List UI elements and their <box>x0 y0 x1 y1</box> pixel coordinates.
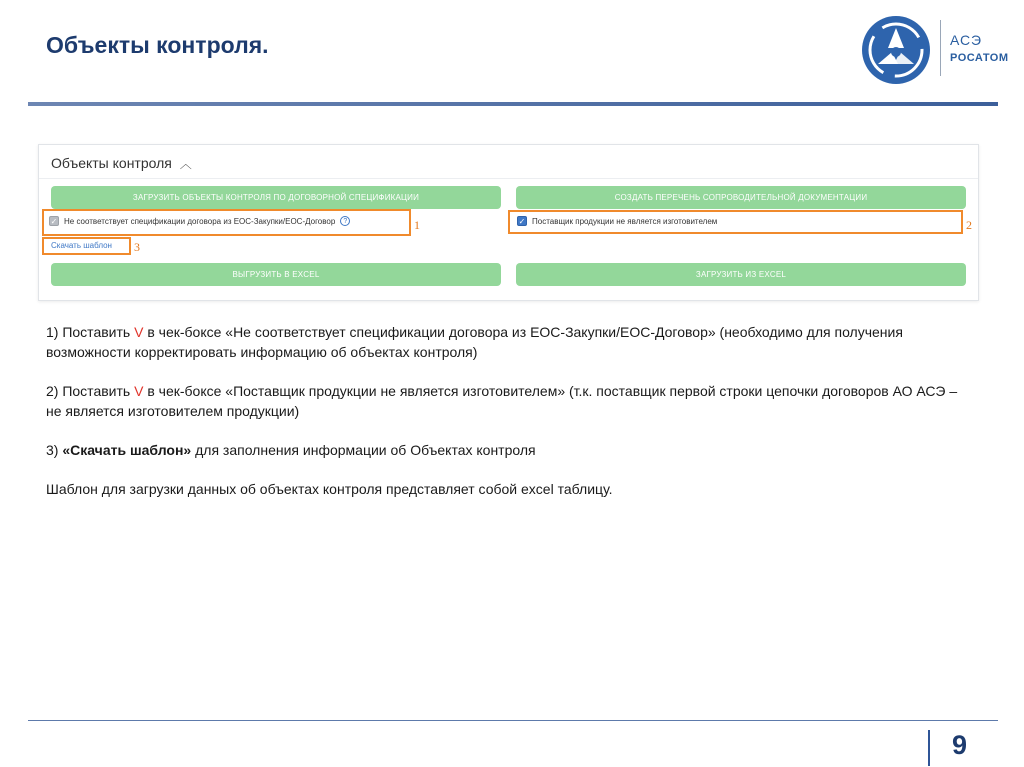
header-rule <box>28 102 998 106</box>
slide-title: Объекты контроля. <box>46 32 269 58</box>
rosatom-logo <box>860 14 1020 86</box>
highlight-box-3 <box>42 237 131 255</box>
import-excel-button[interactable]: ЗАГРУЗИТЬ ИЗ EXCEL <box>516 263 966 286</box>
upload-spec-button[interactable]: ЗАГРУЗИТЬ ОБЪЕКТЫ КОНТРОЛЯ ПО ДОГОВОРНОЙ СПЕЦИФИКАЦИИ <box>51 186 501 209</box>
instruction-1 <box>46 322 976 362</box>
info-icon[interactable]: ? <box>340 216 350 226</box>
chevron-up-icon[interactable]: ︿ <box>179 157 192 171</box>
panel-header-label: Объекты контроля <box>51 155 172 171</box>
instruction-3-prefix: 3) <box>46 442 63 458</box>
instructions <box>46 322 976 518</box>
instruction-3 <box>46 440 976 460</box>
instruction-1-text: в чек-боксе «Не соответствует спецификации договора из ЕОС-Закупки/ЕОС-Договор» (необходимо для получения возможности корректировать информацию об объектах контроля) <box>46 324 903 360</box>
footer-rule <box>28 720 998 721</box>
spec-mismatch-checkbox[interactable]: ✓ <box>50 216 58 226</box>
instruction-3-bold: «Скачать шаблон» <box>62 442 192 458</box>
create-doc-list-button[interactable]: СОЗДАТЬ ПЕРЕЧЕНЬ СОПРОВОДИТЕЛЬНОЙ ДОКУМЕНТАЦИИ <box>516 186 966 209</box>
rosatom-emblem-icon <box>860 14 932 86</box>
instruction-3-text: для заполнения информации об Объектах контроля <box>191 442 536 458</box>
logo-divider <box>940 20 941 76</box>
logo-text-rosatom: РОСАТОМ <box>950 52 1009 64</box>
page-number: 9 <box>952 730 968 760</box>
instruction-2-prefix: 2) Поставить <box>46 383 135 399</box>
download-template-link[interactable]: Скачать шаблон <box>51 241 112 250</box>
instruction-1-prefix: 1) Поставить <box>46 324 135 340</box>
panel-divider <box>39 178 978 179</box>
marker-1: 1 <box>414 218 420 232</box>
instruction-2-v: V <box>134 383 144 399</box>
panel-header[interactable] <box>51 155 192 172</box>
highlight-box-1 <box>42 209 411 236</box>
instruction-1-v: V <box>134 324 144 340</box>
logo-text-ase: АСЭ <box>950 32 983 48</box>
marker-2: 2 <box>966 218 972 232</box>
instruction-4: Шаблон для загрузки данных об объектах контроля представляет собой excel таблицу. <box>46 481 613 497</box>
instruction-2 <box>46 381 976 421</box>
page-number-separator <box>928 730 930 766</box>
marker-3: 3 <box>134 240 140 254</box>
export-excel-button[interactable]: ВЫГРУЗИТЬ В EXCEL <box>51 263 501 286</box>
not-manufacturer-label: Поставщик продукции не является изготовителем <box>532 216 718 226</box>
not-manufacturer-checkbox[interactable]: ✓ <box>518 216 526 226</box>
spec-mismatch-label: Не соответствует спецификации договора из ЕОС-Закупки/ЕОС-Договор <box>64 216 336 226</box>
instruction-2-text: в чек-боксе «Поставщик продукции не является изготовителем» (т.к. поставщик первой строки цепочки договоров АО АСЭ – не является изготовителем продукции) <box>46 383 958 419</box>
highlight-box-2 <box>508 210 963 234</box>
